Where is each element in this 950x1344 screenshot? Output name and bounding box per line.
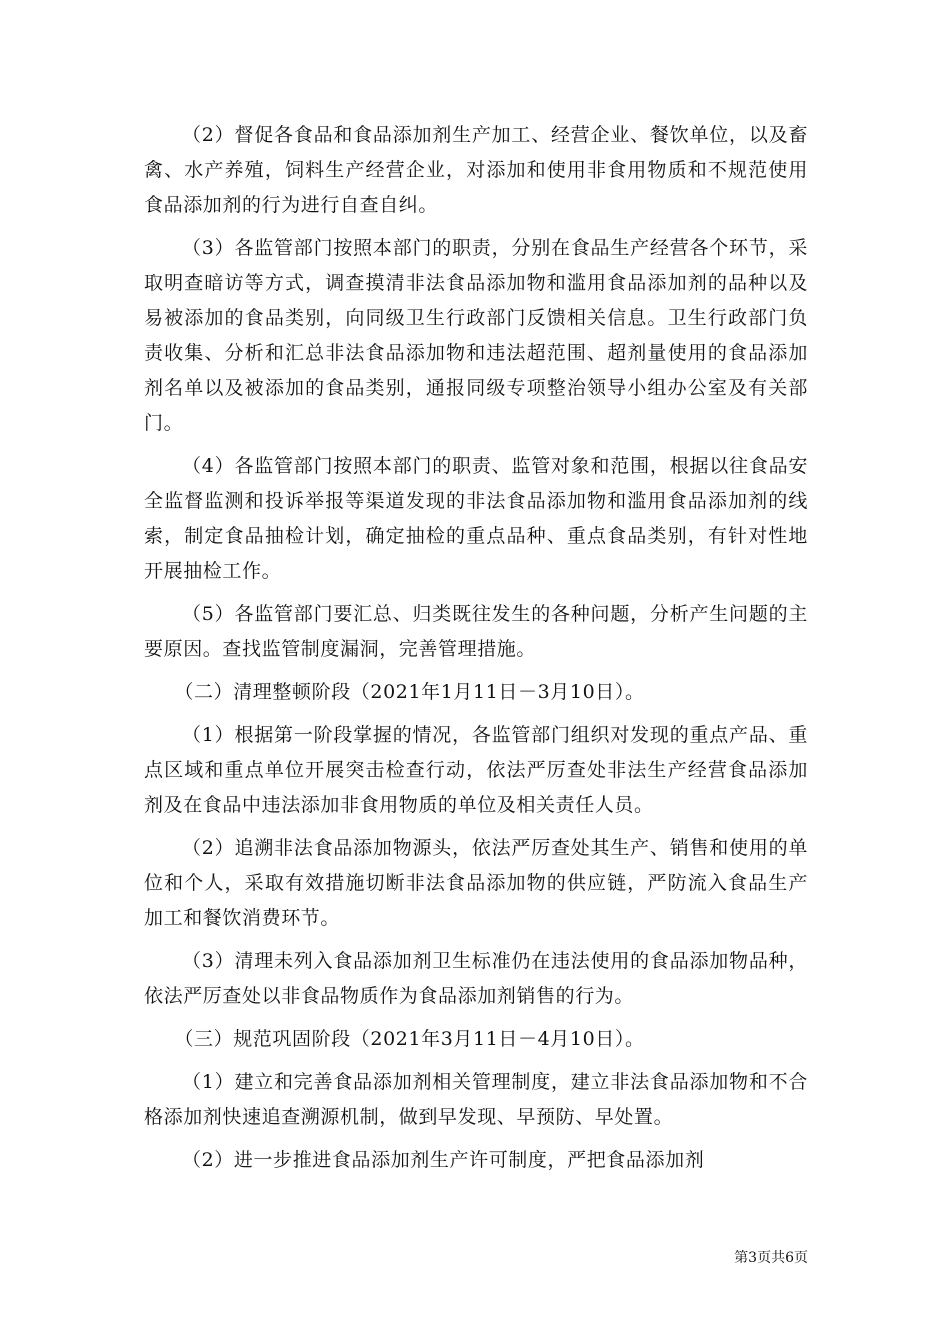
section-heading-consolidation-phase: （三）规范巩固阶段（2021年3月11日－4月10日）。: [174, 1028, 645, 1050]
paragraph-1-establish-system: （1）建立和完善食品添加剂相关管理制度，建立非法食品添加物和不合格添加剂快速追查溯源机制，做到早发现、早预防、早处置。: [144, 1071, 808, 1128]
document-body: [144, 118, 808, 1186]
paragraph-2-supervise-self-check: （2）督促各食品和食品添加剂生产加工、经营企业、餐饮单位，以及畜禽、水产养殖，饲料生产经营企业，对添加和使用非食用物质和不规范使用食品添加剂的行为进行自查自纠。: [144, 124, 808, 216]
page-number: 第3页共6页: [734, 1250, 808, 1266]
paragraph-2-production-license: （2）进一步推进食品添加剂生产许可制度，严把食品添加剂: [182, 1149, 705, 1171]
paragraph-2-trace-source: （2）追溯非法食品添加物源头，依法严厉查处其生产、销售和使用的单位和个人，采取有效措施切断非法食品添加物的供应链，严防流入食品生产加工和餐饮消费环节。: [144, 837, 808, 929]
paragraph-1-surprise-inspection: （1）根据第一阶段掌握的情况，各监管部门组织对发现的重点产品、重点区域和重点单位开展突击检查行动，依法严厉查处非法生产经营食品添加剂及在食品中违法添加非食用物质的单位及相关责任人员。: [144, 724, 808, 816]
section-heading-cleanup-phase: （二）清理整顿阶段（2021年1月11日－3月10日）。: [174, 681, 645, 703]
paragraph-4-sampling-plan: （4）各监管部门按照本部门的职责、监管对象和范围，根据以往食品安全监督监测和投诉举报等渠道发现的非法食品添加物和滥用食品添加剂的线索，制定食品抽检计划，确定抽检的重点品种、重点食品类别，有针对性地开展抽检工作。: [144, 455, 808, 582]
paragraph-5-summarize-problems: （5）各监管部门要汇总、归类既往发生的各种问题，分析产生问题的主要原因。查找监管制度漏洞，完善管理措施。: [144, 603, 808, 660]
paragraph-3-investigate: （3）各监管部门按照本部门的职责，分别在食品生产经营各个环节，采取明查暗访等方式，调查摸清非法食品添加物和滥用食品添加剂的品种以及易被添加的食品类别，向同级卫生行政部门反馈相关信息。卫生行政部门负责收集、分析和汇总非法食品添加物和违法超范围、超剂量使用的食品添加剂名单以及被添加的食品类别，通报同级专项整治领导小组办公室及有关部门。: [144, 237, 808, 434]
paragraph-3-clean-unlisted: （3）清理未列入食品添加剂卫生标准仍在违法使用的食品添加物品种，依法严厉查处以非食品物质作为食品添加剂销售的行为。: [144, 950, 808, 1007]
